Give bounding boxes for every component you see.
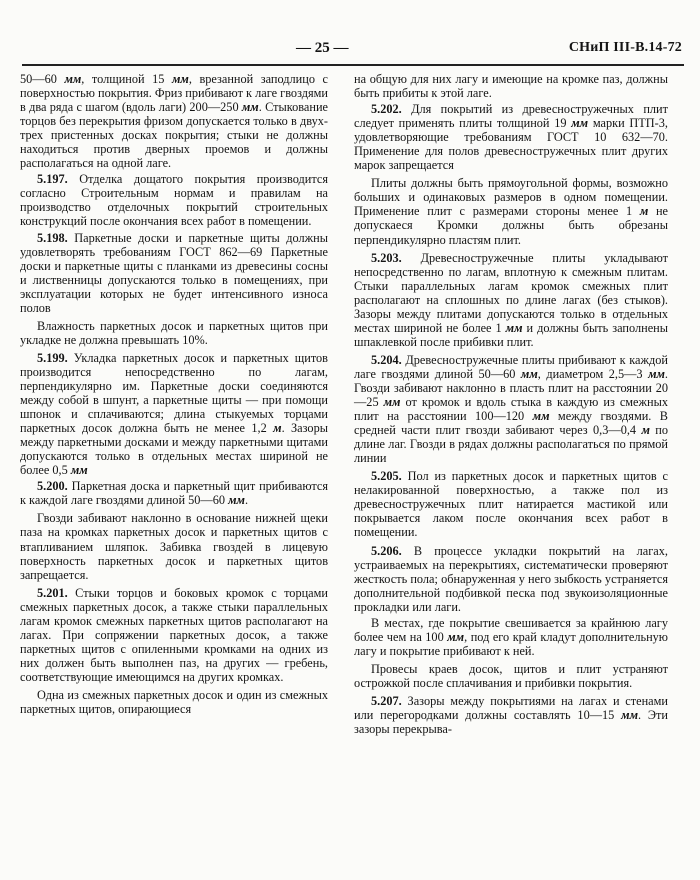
- right-column: [354, 72, 668, 738]
- clause-5-197: 5.197. Отделка дощатого покрытия производится согласно Строительным нормам и правилам на производство отделочных покрытий строительных конструкций после окончания всех работ в помещении.: [20, 172, 328, 229]
- paragraph: на общую для них лагу и имеющие на кромке паз, должны быть прибиты к этой лаге.: [354, 72, 668, 101]
- clause-5-204: 5.204. Древесностружечные плиты прибивают к каждой лаге гвоздями длиной 50—60 мм, диаметром 2,5—3 мм. Гвозди забивают наклонно в пласть плит на расстоянии 20—25 мм от кромок и вдоль стыка в каждую из смежных плит на расстоянии 100—120 мм между гвоздями. В средней части плит гвозди забивают через 0,3—0,4 м по длине лаг. Гвозди в рядах должны располагаться по прямой линии: [354, 352, 669, 466]
- clause-5-202: 5.202. Для покрытий из древесностружечных плит следует применять плиты толщиной 19 мм марки ПТП-3, удовлетворяющие требованиям ГОСТ 10 632—70. Применение для полов древесностружечных плит других марок запрещается: [354, 102, 668, 173]
- clause-5-198: 5.198. Паркетные доски и паркетные щиты должны удовлетворять требованиям ГОСТ 862—69 Паркетные доски и паркетные щиты с планками из древесины сосны и лиственницы допускаются только в помещениях, при эксплуатации которых не будет интенсивного износа полов: [20, 230, 328, 315]
- page-header: [24, 40, 682, 62]
- paragraph: 50—60 мм, толщиной 15 мм, врезанной заподлицо с поверхностью покрытия. Фриз прибивают к лаге гвоздями в два ряда с шагом (вдоль лаги) 200—250 мм. Стыкование торцов без перекрытия фризом допускается только в двух-трех пристенных досках покрытия; стыки не должны находиться против дверных проемов и должны располагаться на одной лаге.: [20, 72, 328, 171]
- clause-5-206: 5.206. В процессе укладки покрытий на лагах, устраиваемых на перекрытиях, систематически проверяют жесткость пола; обнаруженная у него зыбкость устраняется дополнительной подбивкой песка под звукоизоляционные прокладки или лаги.: [354, 543, 668, 614]
- paragraph: Провесы краев досок, щитов и плит устраняют острожкой после сплачивания и прибивки покрытия.: [354, 661, 668, 690]
- paragraph: Влажность паркетных досок и паркетных щитов при укладке не должна превышать 10%.: [20, 318, 328, 347]
- page-number: — 25 —: [296, 40, 349, 56]
- paragraph: Гвозди забивают наклонно в основание нижней щеки паза на кромках паркетных досок и паркетных щитов с втапливанием шляпок. Забивка гвоздей в лицевую поверхность паркетных досок и паркетных щитов запрещается.: [20, 511, 328, 582]
- paragraph: Одна из смежных паркетных досок и один из смежных паркетных щитов, опирающиеся: [20, 687, 328, 717]
- document-code: СНиП III-В.14-72: [568, 40, 682, 55]
- paragraph: В местах, где покрытие свешивается за крайнюю лагу более чем на 100 мм, под его край кладут дополнительную лагу и покрытие прибивают к ней.: [354, 615, 668, 658]
- left-column: [20, 72, 328, 718]
- clause-5-203: 5.203. Древесностружечные плиты укладывают непосредственно по лагам, вплотную к смежным плитам. Стыки параллельных лагам кромок смежных плит располагают на сплошных по длине лагах (без стыков). Зазоры между плитами допускаются только в отдельных местах шириной не более 1 мм и должны быть заполнены шпаклевкой после прибивки плит.: [354, 250, 669, 349]
- clause-5-205: 5.205. Пол из паркетных досок и паркетных щитов с нелакированной поверхностью, а также пол из древесностружечных плит натирается мастикой или покрывается лаком после окончания всех работ в помещении.: [354, 469, 668, 540]
- clause-5-200: 5.200. Паркетная доска и паркетный щит прибиваются к каждой лаге гвоздями длиной 50—60 мм.: [20, 479, 328, 508]
- clause-5-201: 5.201. Стыки торцов и боковых кромок с торцами смежных паркетных досок, а также стыки параллельных лагам кромок смежных паркетных щитов располагают на лагах. При сопряжении паркетных досок, а также паркетных щитов с опиленными кромками на одних из них должен быть выполнен паз, на других — гребень, соответствующие имеющимся на других кромках.: [20, 585, 328, 684]
- clause-5-207: 5.207. Зазоры между покрытиями на лагах и стенами или перегородками должны составлять 10—15 мм. Эти зазоры перекрыва-: [354, 693, 668, 737]
- clause-5-199: 5.199. Укладка паркетных досок и паркетных щитов производится непосредственно по лагам, перпендикулярно им. Паркетные доски соединяются между собой в шпунт, а паркетные щиты — при помощи шпонок и сплачиваются; длина стыкуемых торцами паркетных досок должна быть не менее 1,2 м. Зазоры между паркетными досками и между паркетными щитами допускаются только в отдельных местах шириной не более 0,5 мм: [20, 350, 328, 478]
- paragraph: Плиты должны быть прямоугольной формы, возможно больших и одинаковых размеров в одном помещении. Применение плит с размерами стороны менее 1 м не допускаеся Кромки должны быть обрезаны перпендикулярно пластям плит.: [354, 176, 668, 247]
- header-rule: [22, 64, 684, 66]
